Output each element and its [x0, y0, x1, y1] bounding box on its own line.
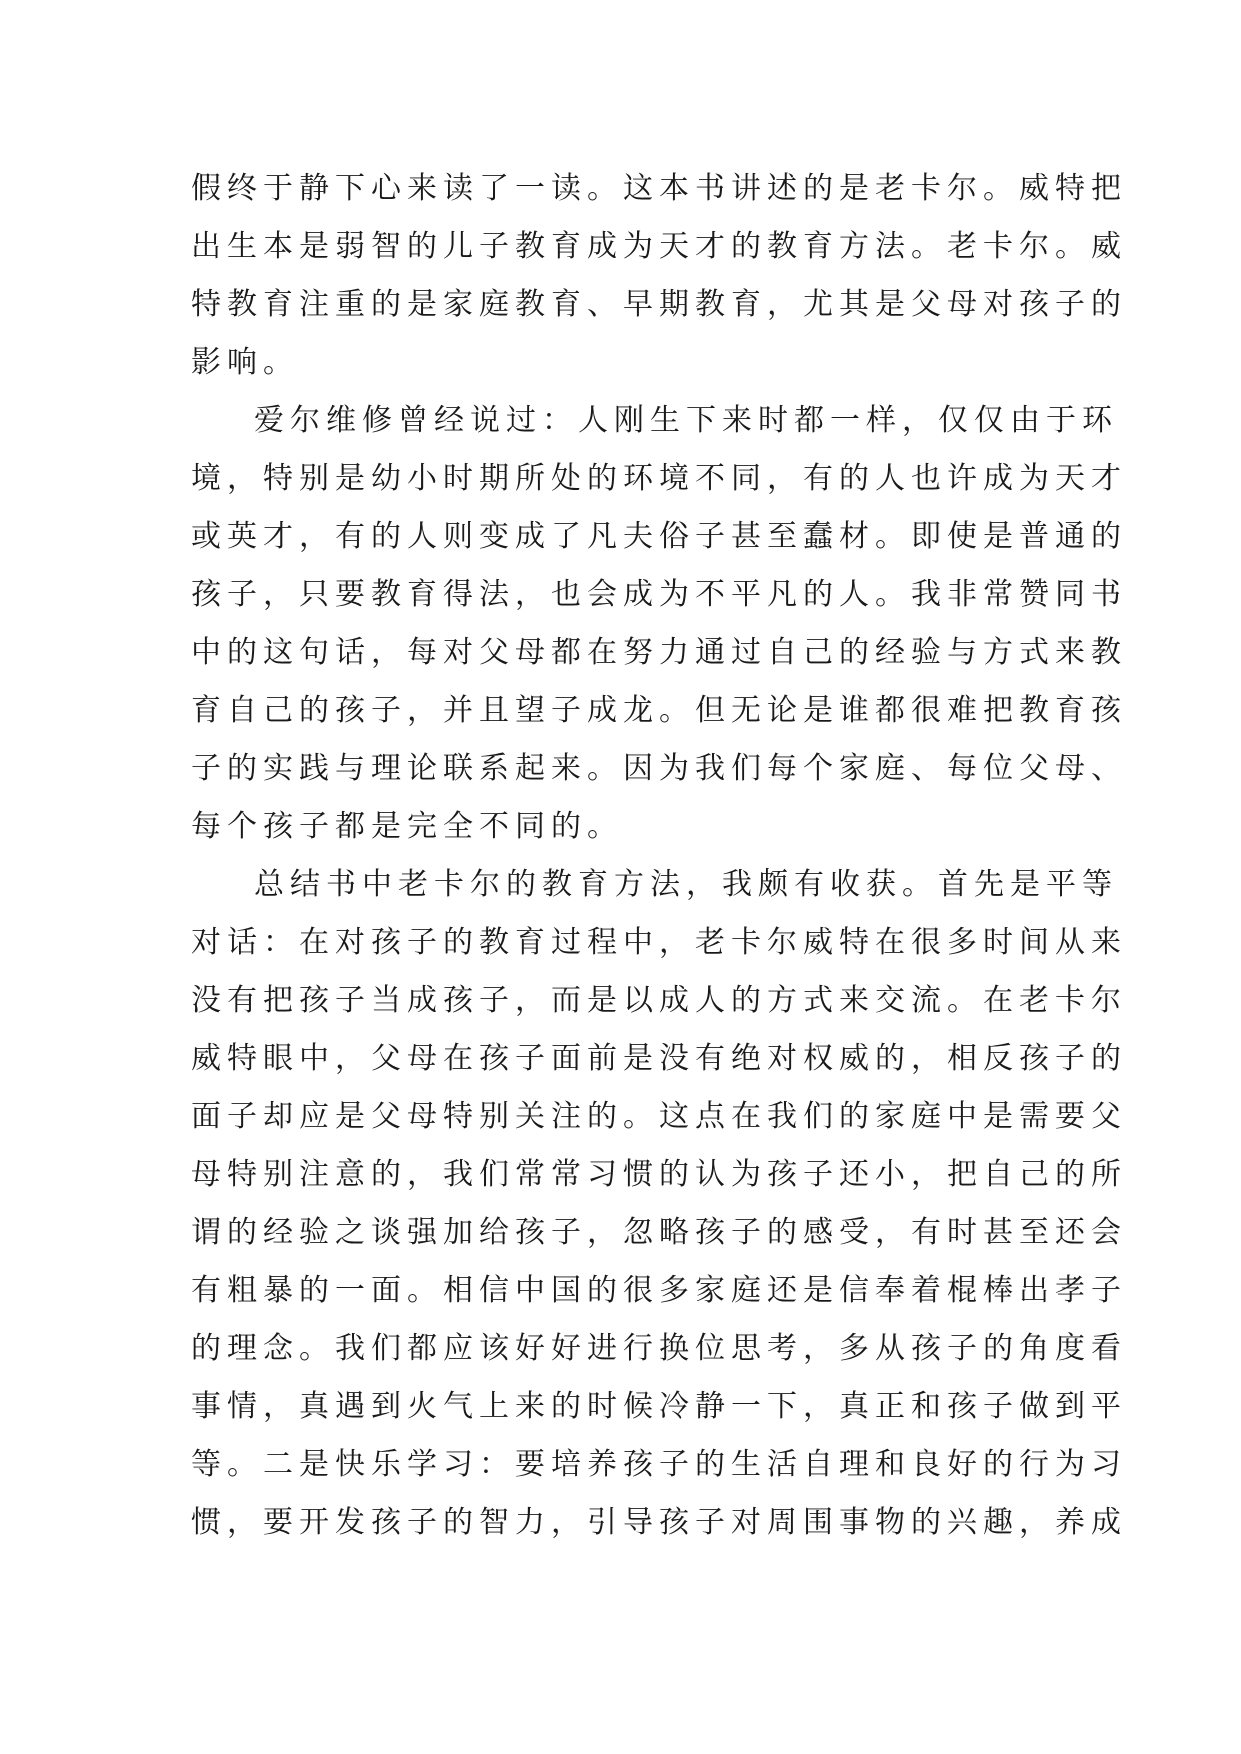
text-line: 有粗暴的一面。相信中国的很多家庭还是信奉着棍棒出孝子 — [191, 1273, 1127, 1308]
text-line: 没有把孩子当成孩子，而是以成人的方式来交流。在老卡尔 — [191, 983, 1127, 1018]
text-line: 等。二是快乐学习：要培养孩子的生活自理和良好的行为习 — [191, 1447, 1127, 1482]
paragraph-first-line: 总结书中老卡尔的教育方法，我颇有收获。首先是平等 — [254, 867, 1118, 902]
text-line: 的理念。我们都应该好好进行换位思考，多从孩子的角度看 — [191, 1331, 1127, 1366]
text-line: 谓的经验之谈强加给孩子，忽略孩子的感受，有时甚至还会 — [191, 1215, 1127, 1250]
text-line: 育自己的孩子，并且望子成龙。但无论是谁都很难把教育孩 — [191, 693, 1127, 728]
text-line: 影响。 — [191, 345, 299, 380]
text-line: 出生本是弱智的儿子教育成为天才的教育方法。老卡尔。威 — [191, 229, 1127, 264]
text-line: 每个孩子都是完全不同的。 — [191, 809, 623, 844]
text-line: 威特眼中，父母在孩子面前是没有绝对权威的，相反孩子的 — [191, 1041, 1127, 1076]
document-body — [191, 160, 1127, 1552]
text-line: 假终于静下心来读了一读。这本书讲述的是老卡尔。威特把 — [191, 171, 1127, 206]
text-line: 母特别注意的，我们常常习惯的认为孩子还小，把自己的所 — [191, 1157, 1127, 1192]
text-line: 面子却应是父母特别关注的。这点在我们的家庭中是需要父 — [191, 1099, 1127, 1134]
text-line: 孩子，只要教育得法，也会成为不平凡的人。我非常赞同书 — [191, 577, 1127, 612]
text-line: 中的这句话，每对父母都在努力通过自己的经验与方式来教 — [191, 635, 1127, 670]
text-line: 惯，要开发孩子的智力，引导孩子对周围事物的兴趣，养成 — [191, 1505, 1127, 1540]
text-line: 或英才，有的人则变成了凡夫俗子甚至蠢材。即使是普通的 — [191, 519, 1127, 554]
text-line: 境，特别是幼小时期所处的环境不同，有的人也许成为天才 — [191, 461, 1127, 496]
text-line: 事情，真遇到火气上来的时候冷静一下，真正和孩子做到平 — [191, 1389, 1127, 1424]
text-line: 特教育注重的是家庭教育、早期教育，尤其是父母对孩子的 — [191, 287, 1127, 322]
text-line: 对话：在对孩子的教育过程中，老卡尔威特在很多时间从来 — [191, 925, 1127, 960]
paragraph-first-line: 爱尔维修曾经说过：人刚生下来时都一样，仅仅由于环 — [254, 403, 1118, 438]
text-line: 子的实践与理论联系起来。因为我们每个家庭、每位父母、 — [191, 751, 1127, 786]
